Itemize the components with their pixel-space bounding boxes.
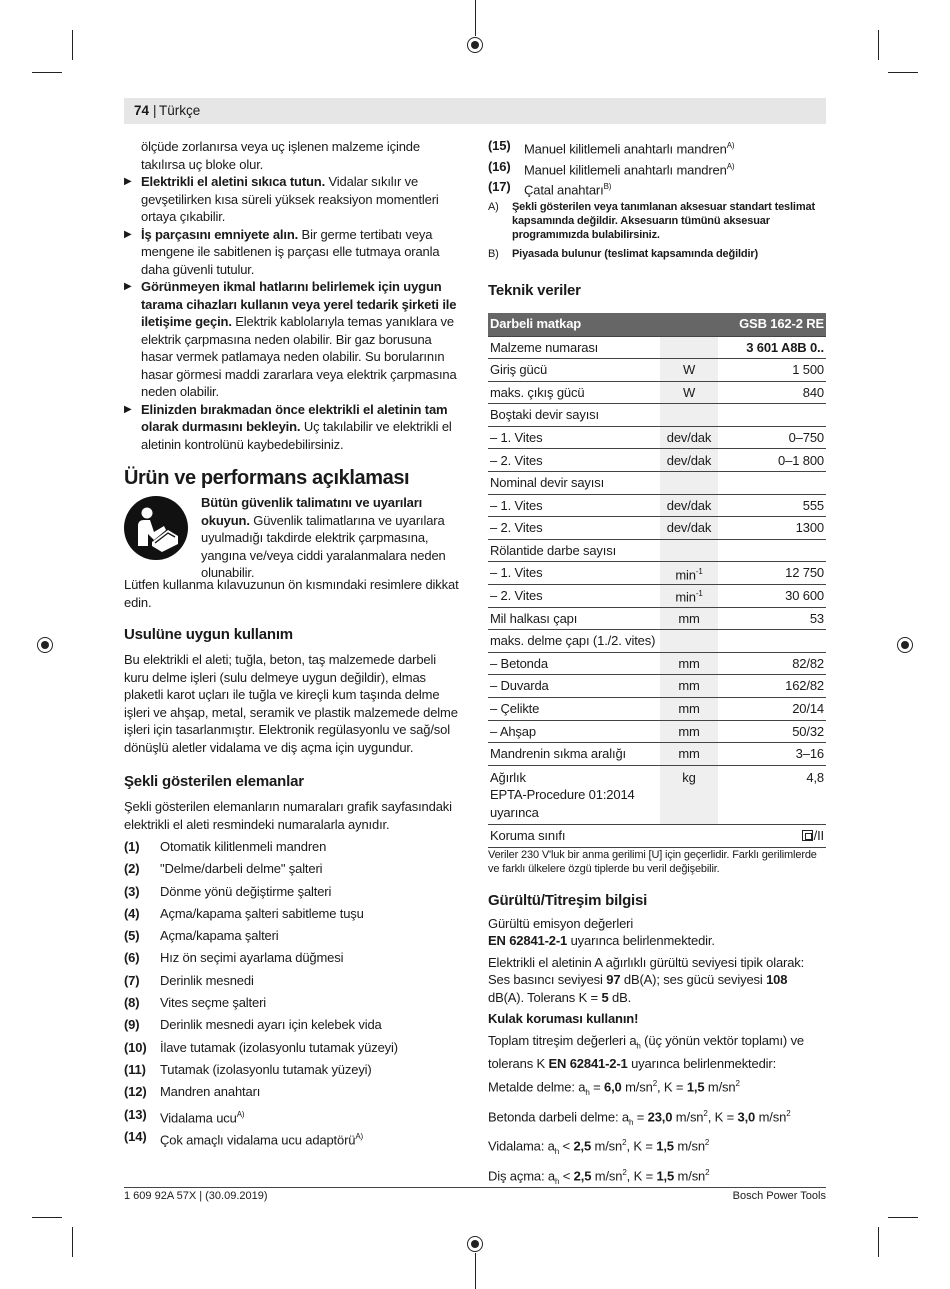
component-item (124, 858, 464, 880)
component-item (124, 970, 464, 992)
table-row (488, 472, 826, 495)
manual-note: Lütfen kullanma kılavuzunun ön kısmındaki resimlere dikkat edin. (124, 577, 459, 610)
right-column (488, 136, 826, 1192)
note-key: A) (488, 200, 499, 213)
noise-text-a: Elektrikli el aletinin A ağırlıklı gürültü seviyesi tipik olarak: Ses basıncı seviyesi (488, 954, 805, 988)
vib-unit: m/sn (704, 1079, 736, 1095)
registration-mark (467, 37, 483, 53)
noise-standard-code: EN 62841-2-1 (488, 933, 568, 949)
note-item (488, 200, 826, 242)
component-number: (15) (488, 138, 511, 153)
note-text: Piyasada bulunur (teslimat kapsamında değildir) (512, 247, 759, 260)
vib-compare: < (559, 1138, 574, 1154)
table-header-label: Darbeli matkap (488, 313, 660, 337)
table-row (488, 585, 826, 608)
vib-compare: = (633, 1109, 648, 1125)
table-footnote: Veriler 230 V'luk bir anma gerilimi [U] için geçerlidir. Farklı gerilimlerde ve farklı ülkelere özgü tiplerde bu veril değişebilir. (488, 848, 817, 875)
noise-text-e: dB(A). Tolerans K = (488, 989, 602, 1005)
tolerance-value: 5 (601, 989, 609, 1005)
table-header-row (488, 313, 826, 337)
row-label (488, 765, 660, 825)
component-number: (11) (124, 1061, 146, 1077)
row-label: Mandrenin sıkma aralığı (488, 743, 660, 766)
row-value: 1 500 (718, 359, 826, 382)
components-list-continued (488, 136, 826, 198)
crop-mark (878, 1227, 879, 1257)
row-unit (660, 404, 718, 427)
component-number: (12) (124, 1084, 147, 1100)
row-value: 0–750 (718, 426, 826, 449)
vibration-intro (488, 1032, 826, 1073)
sound-power-value: 108 (766, 972, 788, 988)
component-notes (488, 200, 826, 261)
row-label: – 2. Vites (488, 585, 660, 608)
component-label: Mandren anahtarı (160, 1084, 261, 1100)
vib-sup: 2 (703, 1108, 708, 1118)
row-value: 840 (718, 381, 826, 404)
row-unit (660, 336, 718, 359)
component-number: (1) (124, 839, 140, 854)
row-unit (660, 562, 718, 585)
component-label: Hız ön seçimi ayarlama düğmesi (160, 950, 344, 966)
page-number: 74 (134, 103, 150, 118)
section-title: Ürün ve performans açıklaması (124, 467, 410, 489)
row-unit: kg (660, 765, 718, 825)
row-unit: mm (660, 607, 718, 630)
component-item (124, 836, 464, 858)
row-unit: mm (660, 743, 718, 766)
row-value (718, 825, 826, 848)
vib-unit: m/sn (591, 1138, 623, 1154)
vib-unit: m/sn (591, 1168, 623, 1184)
vibration-values (488, 1074, 826, 1192)
weight-label-line: uyarınca (490, 804, 539, 820)
table-row-weight (488, 765, 826, 825)
vib-k: , K = (626, 1138, 657, 1154)
component-footnote-ref: A) (726, 161, 735, 171)
component-number: (4) (124, 905, 140, 921)
component-number: (10) (124, 1039, 147, 1055)
intro-text: ölçüde zorlanırsa veya uç işlenen malzeme içinde takılırsa uç bloke olur. (141, 139, 420, 172)
vib-sub: h (554, 1147, 560, 1157)
component-label: Açma/kapama şalteri (160, 928, 279, 944)
vib-sub: h (636, 1041, 641, 1051)
noise-standard-text: uyarınca belirlenmektedir. (567, 933, 715, 949)
table-row (488, 562, 826, 585)
component-label: Manuel kilitlemeli anahtarlı mandren (524, 141, 727, 157)
table-header-unit (660, 313, 718, 337)
row-unit: mm (660, 720, 718, 743)
component-label: Çok amaçlı vidalama ucu adaptörü (160, 1132, 356, 1148)
row-value: 3–16 (718, 743, 826, 766)
component-item (124, 1059, 464, 1081)
vib-label: Betonda darbeli delme: a (488, 1109, 629, 1125)
component-label: "Delme/darbeli delme" şalteri (160, 861, 323, 877)
row-value (718, 539, 826, 562)
vib-k-value: 1,5 (656, 1168, 675, 1184)
component-number: (3) (124, 883, 140, 899)
row-unit-sup: -1 (695, 566, 703, 576)
row-unit (660, 539, 718, 562)
crop-mark (888, 72, 918, 73)
vib-label: Diş açma: a (488, 1168, 555, 1184)
component-item (124, 925, 464, 947)
table-row-protection (488, 825, 826, 848)
left-column (124, 138, 464, 1148)
safety-body: Güvenlik talimatlarına ve uyarılara uyulmadığı takdirde elektrik çarpmasına, yangına ve/veya ciddi yaralanmalara neden olunabilir. (201, 512, 446, 580)
row-label: – Ahşap (488, 720, 660, 743)
vibration-row (488, 1074, 826, 1103)
header-language: Türkçe (159, 103, 201, 118)
component-item (124, 1104, 464, 1126)
safety-bold: Bütün güvenlik talimatını ve uyarıları okuyun. (201, 495, 423, 528)
row-unit-sup: -1 (695, 589, 703, 599)
row-unit (660, 825, 718, 848)
weight-label-line: Ağırlık (490, 769, 526, 785)
row-label: – 1. Vites (488, 494, 660, 517)
component-item (124, 903, 464, 925)
component-item (124, 1037, 464, 1059)
warning-bullet (124, 401, 464, 454)
row-label: – 1. Vites (488, 426, 660, 449)
row-label: Rölantide darbe sayısı (488, 539, 660, 562)
row-value: 3 601 A8B 0.. (718, 336, 826, 359)
row-unit (660, 472, 718, 495)
bullet-arrow-icon: ▶ (124, 228, 132, 240)
component-label: Vites seçme şalteri (160, 995, 267, 1011)
component-label: Açma/kapama şalteri sabitleme tuşu (160, 905, 364, 921)
row-unit (660, 585, 718, 608)
table-row (488, 630, 826, 653)
vib-compare: = (589, 1079, 605, 1095)
table-row (488, 404, 826, 427)
vib-text-b: (üç yönün vektör toplamı) ve tolerans K (488, 1032, 804, 1071)
row-unit-text: min (675, 567, 696, 583)
row-value (718, 404, 826, 427)
component-number: (9) (124, 1017, 140, 1033)
row-value (718, 630, 826, 653)
read-manual-icon (124, 496, 188, 560)
row-label: Koruma sınıfı (488, 825, 660, 848)
component-footnote-ref: B) (603, 182, 612, 191)
table-row (488, 449, 826, 472)
component-item (124, 1014, 464, 1036)
vib-value: 2,5 (573, 1138, 592, 1154)
bullet-bold: Elinizden bırakmadan önce elektrikli el aletinin tam olarak durmasını bekleyin. (141, 401, 448, 434)
crop-mark (888, 1217, 918, 1218)
vib-text-d: uyarınca belirlenmektedir: (627, 1055, 777, 1071)
table-row (488, 607, 826, 630)
row-unit-text: min (675, 589, 696, 605)
component-number: (5) (124, 928, 140, 944)
component-item (124, 1126, 464, 1148)
table-row (488, 720, 826, 743)
vib-standard: EN 62841-2-1 (548, 1055, 628, 1071)
noise-levels (488, 954, 826, 1007)
component-item (124, 992, 464, 1014)
vib-text-a: Toplam titreşim değerleri a (488, 1032, 637, 1048)
row-unit: dev/dak (660, 426, 718, 449)
vib-k: , K = (626, 1168, 657, 1184)
component-item (488, 157, 826, 178)
note-text: Şekli gösterilen veya tanımlanan aksesuar standart teslimat kapsamında değildir. Aksesuarın tümünü aksesuar programımızda bulabilirsiniz. (512, 200, 815, 241)
component-number: (7) (124, 972, 140, 988)
bullet-bold: İş parçasını emniyete alın. (141, 226, 299, 242)
table-row (488, 652, 826, 675)
crop-mark (72, 30, 73, 60)
components-title: Şekli gösterilen elemanlar (124, 773, 304, 790)
row-unit: dev/dak (660, 517, 718, 540)
noise-title: Gürültü/Titreşim bilgisi (488, 891, 648, 909)
vibration-row (488, 1133, 826, 1162)
vib-sup: 2 (735, 1079, 740, 1089)
vib-unit: m/sn (672, 1109, 704, 1125)
vib-value: 23,0 (647, 1109, 673, 1125)
row-unit: mm (660, 675, 718, 698)
protection-class-value: /II (813, 828, 824, 844)
row-label: maks. delme çapı (1./2. vites) (488, 630, 660, 653)
bullet-bold: Görünmeyen ikmal hatlarını belirlemek için uygun tarama cihazları kullanın veya yerel tedarik şirketi ile iletişime geçin. (141, 279, 457, 329)
crop-mark (878, 30, 879, 60)
component-item (488, 136, 826, 157)
component-item (124, 881, 464, 903)
row-label: Malzeme numarası (488, 336, 660, 359)
row-value: 50/32 (718, 720, 826, 743)
vib-sub: h (585, 1088, 590, 1098)
component-number: (14) (124, 1128, 147, 1144)
registration-mark (897, 637, 913, 653)
footer-rule (124, 1187, 826, 1188)
row-value: 12 750 (718, 562, 826, 585)
component-label: Otomatik kilitlenmeli mandren (160, 839, 327, 854)
table-header-value: GSB 162-2 RE (718, 313, 826, 337)
row-unit: W (660, 381, 718, 404)
row-value: 162/82 (718, 675, 826, 698)
sound-pressure-value: 97 (606, 972, 621, 988)
bullet-arrow-icon: ▶ (124, 176, 132, 187)
component-number: (13) (124, 1106, 147, 1122)
bullet-arrow-icon: ▶ (124, 403, 132, 415)
warning-bullet (124, 173, 464, 226)
vib-unit: m/sn (673, 1138, 705, 1154)
bullet-text: Uç takılabilir ve elektrikli el aletinin kontrolünü kaybedebilirsiniz. (141, 419, 452, 452)
row-unit: mm (660, 652, 718, 675)
vib-k-value: 3,0 (737, 1109, 756, 1125)
components-list (124, 836, 464, 1148)
row-value (718, 472, 826, 495)
vib-label: Vidalama: a (488, 1138, 555, 1154)
ear-warning-text: Kulak koruması kullanın! (488, 1011, 639, 1027)
component-number: (2) (124, 861, 140, 877)
component-item (488, 177, 826, 198)
table-row (488, 743, 826, 766)
row-label: Mil halkası çapı (488, 607, 660, 630)
component-footnote-ref: A) (355, 1131, 364, 1141)
component-label: Vidalama ucu (160, 1109, 237, 1125)
crop-mark (475, 0, 476, 36)
row-value: 53 (718, 607, 826, 630)
row-value: 20/14 (718, 698, 826, 721)
row-unit: W (660, 359, 718, 382)
row-value: 0–1 800 (718, 449, 826, 472)
bullet-arrow-icon: ▶ (124, 281, 132, 292)
row-label: Boştaki devir sayısı (488, 404, 660, 427)
note-key: B) (488, 247, 499, 260)
vib-k-value: 1,5 (686, 1079, 705, 1095)
noise-text-c: dB(A); ses gücü seviyesi (620, 972, 767, 988)
row-value: 1300 (718, 517, 826, 540)
vib-value: 2,5 (573, 1168, 592, 1184)
component-label: Çatal anahtarı (524, 182, 604, 198)
vib-unit: m/sn (674, 1168, 706, 1184)
vib-sup: 2 (622, 1167, 627, 1177)
crop-mark (32, 72, 62, 73)
crop-mark (32, 1217, 62, 1218)
tech-title: Teknik veriler (488, 281, 581, 299)
protection-class-icon (802, 830, 813, 841)
row-label: – 2. Vites (488, 517, 660, 540)
components-intro: Şekli gösterilen elemanların numaraları grafik sayfasındaki elektrikli el aleti resmindeki numaralarla aynıdır. (124, 799, 452, 832)
weight-label-line: EPTA-Procedure 01:2014 (490, 787, 635, 803)
row-label: maks. çıkış gücü (488, 381, 660, 404)
row-value: 30 600 (718, 585, 826, 608)
row-label: – Duvarda (488, 675, 660, 698)
table-row (488, 675, 826, 698)
row-label: – Çelikte (488, 698, 660, 721)
component-label: Manuel kilitlemeli anahtarlı mandren (524, 161, 727, 177)
vib-sup: 2 (704, 1138, 710, 1148)
crop-mark (475, 1253, 476, 1289)
bullet-bold: Elektrikli el aletini sıkıca tutun. (141, 174, 326, 189)
row-value: 82/82 (718, 652, 826, 675)
table-row (488, 539, 826, 562)
row-unit: mm (660, 698, 718, 721)
note-item (488, 247, 826, 261)
usage-title: Usulüne uygun kullanım (124, 626, 293, 643)
table-row (488, 517, 826, 540)
vibration-row (488, 1104, 826, 1133)
vib-label: Metalde delme: a (488, 1079, 586, 1095)
technical-data-table (488, 313, 826, 848)
vib-compare: < (559, 1168, 574, 1184)
warning-bullets (124, 173, 464, 453)
component-label: Dönme yönü değiştirme şalteri (160, 883, 332, 899)
vib-sub: h (554, 1176, 560, 1186)
component-number: (16) (488, 158, 511, 174)
noise-line1: Gürültü emisyon değerleri (488, 915, 634, 931)
bullet-text: Elektrik kablolarıyla temas yanıklara ve elektrik çarpmasına neden olabilir. Bir gaz borusuna hasar vermek patlamaya neden olabilir. Su borularının hasar görmesi maddi zararlara veya elektrik çarpmasına neden olabilir. (141, 314, 457, 399)
vib-sup: 2 (652, 1079, 657, 1089)
footer-left: 1 609 92A 57X | (30.09.2019) (124, 1190, 268, 1202)
noise-standard (488, 932, 826, 950)
table-row (488, 381, 826, 404)
warning-bullet (124, 278, 464, 401)
page-header (124, 98, 826, 124)
registration-mark (37, 637, 53, 653)
component-label: İlave tutamak (izolasyonlu tutamak yüzeyi) (160, 1039, 398, 1055)
component-label: Derinlik mesnedi ayarı için kelebek vida (160, 1017, 382, 1033)
component-label: Derinlik mesnedi (160, 972, 254, 988)
vib-value: 6,0 (604, 1079, 622, 1095)
component-footnote-ref: A) (726, 141, 735, 150)
table-row (488, 494, 826, 517)
component-number: (17) (488, 179, 511, 194)
row-label: – 1. Vites (488, 562, 660, 585)
row-label: Nominal devir sayısı (488, 472, 660, 495)
footer-right: Bosch Power Tools (732, 1190, 826, 1202)
vib-sup: 2 (786, 1108, 791, 1118)
table-row (488, 698, 826, 721)
row-unit: dev/dak (660, 494, 718, 517)
component-number: (6) (124, 950, 140, 966)
row-value: 555 (718, 494, 826, 517)
protection-class-inner (805, 833, 812, 840)
component-footnote-ref: A) (236, 1109, 245, 1119)
row-label: Giriş gücü (488, 359, 660, 382)
warning-bullet (124, 226, 464, 279)
row-unit: dev/dak (660, 449, 718, 472)
component-item (124, 1081, 464, 1103)
vib-sub: h (628, 1117, 634, 1127)
vib-k: , K = (707, 1109, 738, 1125)
usage-text: Bu elektrikli el aleti; tuğla, beton, taş malzemede darbeli kuru delme işleri (sulu delmeye uygun değildir), elmas plaketli karot uçları ile tuğla ve kireçli kum taşında delme işleri ve ahşap, metal, seramik ve plastik malzemede delme işleri için tasarlanmıştır. Elektronik regülasyonlu ve sağ/sol dönüşlü aletler vidalama ve diş açma için uygundur. (124, 652, 458, 755)
table-row (488, 336, 826, 359)
table-row (488, 359, 826, 382)
noise-text-g: dB. (608, 989, 632, 1005)
ear-warning (488, 1010, 826, 1028)
row-value: 4,8 (718, 765, 826, 825)
vib-k-value: 1,5 (656, 1138, 674, 1154)
vib-sup: 2 (622, 1138, 627, 1148)
component-number: (8) (124, 995, 140, 1011)
bullet-text: Bir germe tertibatı veya mengene ile sabitlenen iş parçası elle tutmaya oranla daha güvenli tutulur. (141, 226, 440, 277)
header-separator: | (153, 103, 157, 118)
vib-unit: m/sn (755, 1109, 787, 1125)
component-label: Tutamak (izolasyonlu tutamak yüzeyi) (160, 1061, 372, 1077)
registration-mark (467, 1236, 483, 1252)
row-unit (660, 630, 718, 653)
table-row (488, 426, 826, 449)
safety-block (124, 494, 464, 580)
bullet-text: Vidalar sıkılır ve gevşetilirken kısa süreli yüksek reaksiyon momentleri ortaya çıkabilir. (141, 174, 439, 224)
vib-k: , K = (657, 1079, 687, 1095)
vib-sup: 2 (705, 1167, 710, 1177)
safety-text (201, 494, 464, 582)
component-item (124, 947, 464, 969)
row-label: – 2. Vites (488, 449, 660, 472)
vib-unit: m/sn (621, 1079, 653, 1095)
row-label: – Betonda (488, 652, 660, 675)
crop-mark (72, 1227, 73, 1257)
